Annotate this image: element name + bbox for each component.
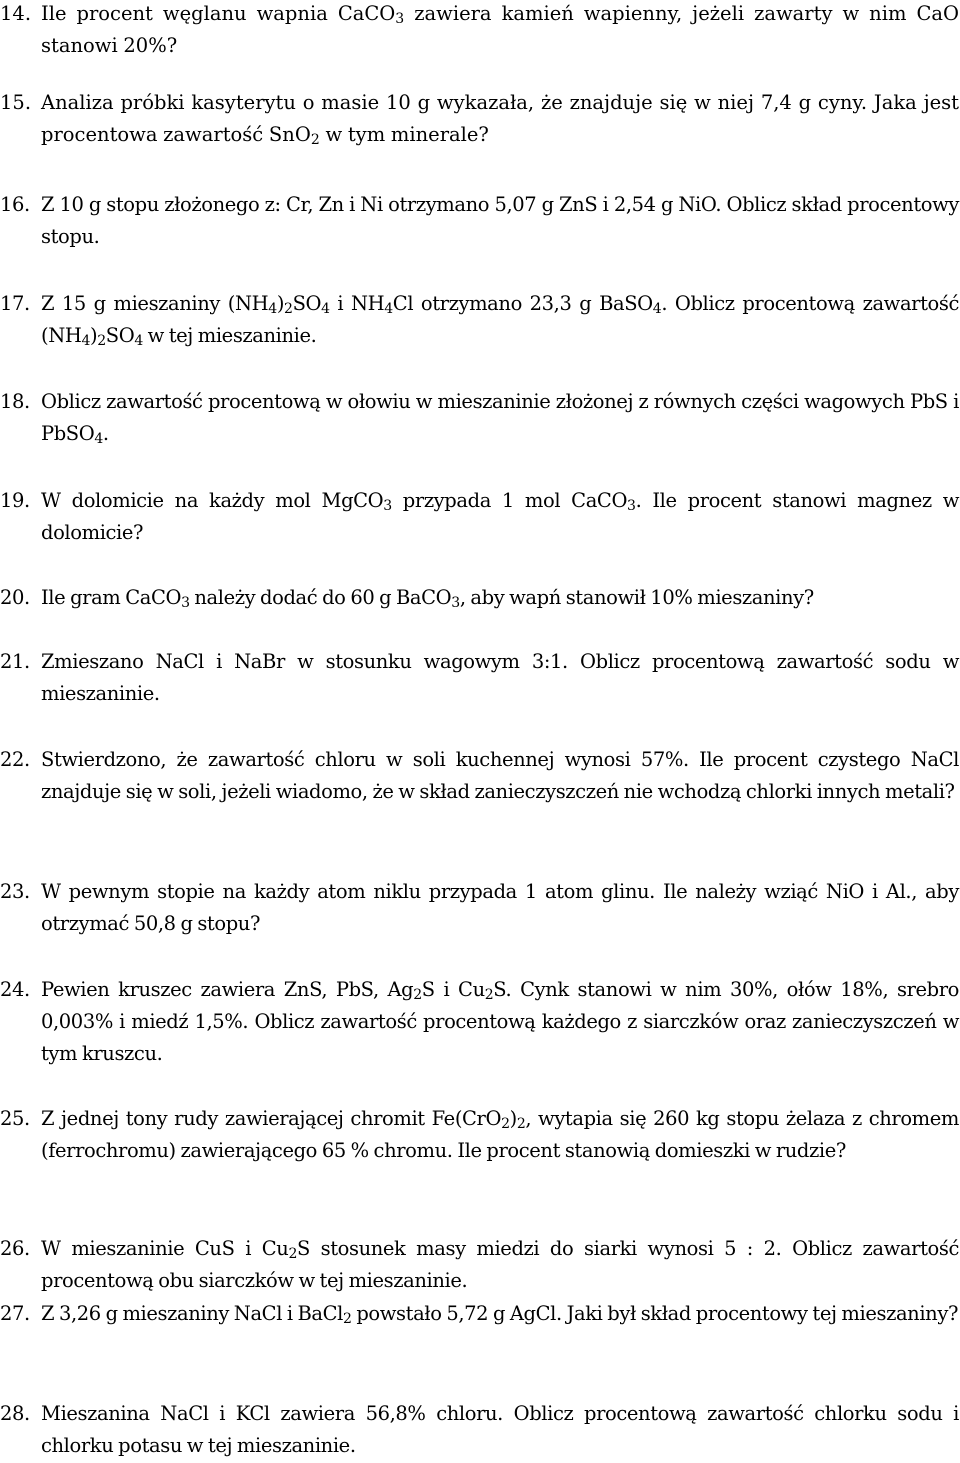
problem-number: 17. — [0, 292, 30, 315]
subscript: 2 — [284, 300, 293, 317]
problem-text: Mieszanina NaCl i KCl zawiera 56,8% chloru. Oblicz procentową zawartość chlorku sodu i chlorku potasu w tej mieszaninie. — [41, 1402, 959, 1457]
problem-28 — [0, 1398, 959, 1462]
problem-text: Pewien kruszec zawiera ZnS, PbS, Ag — [41, 978, 414, 1001]
problem-text: Oblicz zawartość procentową w ołowiu w mieszaninie złożonej z równych części wagowych PbS i PbSO — [41, 390, 959, 445]
problem-21 — [0, 646, 959, 710]
problem-23 — [0, 876, 959, 940]
problem-text: Cl otrzymano 23,3 g BaSO — [392, 292, 653, 315]
problem-17 — [0, 288, 960, 352]
problem-text: . Oblicz procentową zawartość (NH — [41, 292, 960, 347]
problem-27 — [0, 1298, 959, 1330]
problem-text: przypada 1 mol CaCO — [391, 489, 628, 512]
problem-text: ) — [509, 1107, 517, 1130]
problem-number: 21. — [0, 650, 30, 673]
problem-text: Stwierdzono, że zawartość chloru w soli kuchennej wynosi 57%. Ile procent czystego NaCl znajduje się w soli, jeżeli wiadomo, że w skład zanieczyszczeń nie wchodzą chlorki innych metali? — [41, 748, 959, 803]
subscript: 3 — [451, 594, 460, 611]
problem-number: 15. — [0, 91, 32, 114]
problem-number: 16. — [0, 193, 30, 216]
problem-22 — [0, 744, 959, 808]
problem-text: Z 10 g stopu złożonego z: Cr, Zn i Ni otrzymano 5,07 g ZnS i 2,54 g NiO. Oblicz skład procentowy stopu. — [41, 193, 959, 248]
subscript: 3 — [383, 497, 392, 514]
problem-number: 24. — [0, 978, 30, 1001]
subscript: 4 — [268, 300, 277, 317]
problem-number: 23. — [0, 880, 30, 903]
problem-text: Zmieszano NaCl i NaBr w stosunku wagowym 3:1. Oblicz procentową zawartość sodu w mieszaninie. — [41, 650, 959, 705]
subscript: 2 — [516, 1115, 526, 1132]
problem-text: , aby wapń stanowił 10% mieszaniny? — [459, 586, 814, 609]
problem-text: Analiza próbki kasyterytu o masie 10 g wykazała, że znajduje się w niej 7,4 g cyny. Jaka jest procentowa zawartość SnO — [41, 91, 959, 146]
problem-number: 14. — [0, 2, 32, 25]
problem-16 — [0, 189, 959, 253]
problem-text: ) — [276, 292, 285, 315]
subscript: 4 — [384, 300, 393, 317]
problem-text: i NH — [329, 292, 385, 315]
subscript: 2 — [342, 1310, 352, 1327]
problem-text: powstało 5,72 g AgCl. Jaki był skład procentowy tej mieszaniny? — [351, 1302, 959, 1325]
problem-number: 22. — [0, 748, 30, 771]
subscript: 3 — [181, 594, 190, 611]
subscript: 3 — [395, 10, 405, 27]
problem-text: Z 3,26 g mieszaniny NaCl i BaCl — [41, 1302, 343, 1325]
subscript: 2 — [310, 131, 320, 148]
problem-text: w tej mieszaninie. — [142, 324, 317, 347]
problem-24 — [0, 974, 959, 1070]
subscript: 4 — [652, 300, 662, 317]
problem-text: , wytapia się 260 kg stopu żelaza z chromem (ferrochromu) zawierającego 65 % chromu. Ile procent stanowią domieszki w rudzie? — [41, 1107, 959, 1162]
problem-text: Z jednej tony rudy zawierającej chromit Fe(CrO — [41, 1107, 502, 1130]
problem-text: S stosunek masy miedzi do siarki wynosi 5 : 2. Oblicz zawartość procentową obu siarczków w tej mieszaninie. — [41, 1237, 959, 1292]
problem-number: 25. — [0, 1107, 30, 1130]
problem-number: 19. — [0, 489, 30, 512]
subscript: 2 — [288, 1245, 297, 1262]
problem-text: S i Cu — [421, 978, 485, 1001]
problem-text: zawiera kamień wapienny, jeżeli zawarty w nim CaO stanowi 20%? — [41, 2, 959, 57]
problem-number: 20. — [0, 586, 30, 609]
problem-number: 28. — [0, 1402, 30, 1425]
problem-text: ) — [90, 324, 98, 347]
problem-text: Ile gram CaCO — [41, 586, 182, 609]
problem-text: SO — [292, 292, 322, 315]
subscript: 3 — [627, 497, 636, 514]
problem-text: w tym minerale? — [319, 123, 489, 146]
problem-14 — [0, 0, 959, 62]
problem-text: W dolomicie na każdy mol MgCO — [41, 489, 384, 512]
problem-text: Z 15 g mieszaniny (NH — [41, 292, 269, 315]
subscript: 2 — [501, 1115, 510, 1132]
problem-text: W pewnym stopie na każdy atom niklu przypada 1 atom glinu. Ile należy wziąć NiO i Al., aby otrzymać 50,8 g stopu? — [41, 880, 959, 935]
problem-text: W mieszaninie CuS i Cu — [41, 1237, 289, 1260]
subscript: 2 — [97, 332, 106, 349]
problem-text: należy dodać do 60 g BaCO — [189, 586, 452, 609]
problem-text: S. Cynk stanowi w nim 30%, ołów 18%, srebro 0,003% i miedź 1,5%. Oblicz zawartość procentową każdego z siarczków oraz zanieczyszczeń w tym kruszcu. — [41, 978, 959, 1065]
subscript: 4 — [81, 332, 91, 349]
subscript: 2 — [413, 986, 422, 1003]
problem-15 — [0, 87, 959, 151]
problem-number: 26. — [0, 1237, 30, 1260]
subscript: 4 — [134, 332, 143, 349]
subscript: 4 — [321, 300, 330, 317]
problem-25 — [0, 1103, 959, 1167]
problem-20 — [0, 582, 959, 614]
problem-text: . Ile procent stanowi magnez w dolomicie? — [41, 489, 959, 544]
problem-text: SO — [105, 324, 135, 347]
problem-18 — [0, 386, 959, 450]
problem-number: 27. — [0, 1302, 30, 1325]
problem-19 — [0, 485, 959, 549]
problem-number: 18. — [0, 390, 30, 413]
subscript: 4 — [94, 430, 103, 447]
subscript: 2 — [484, 986, 494, 1003]
problem-text: . — [102, 422, 109, 445]
problem-text: Ile procent węglanu wapnia CaCO — [41, 2, 396, 25]
problem-26 — [0, 1233, 959, 1297]
